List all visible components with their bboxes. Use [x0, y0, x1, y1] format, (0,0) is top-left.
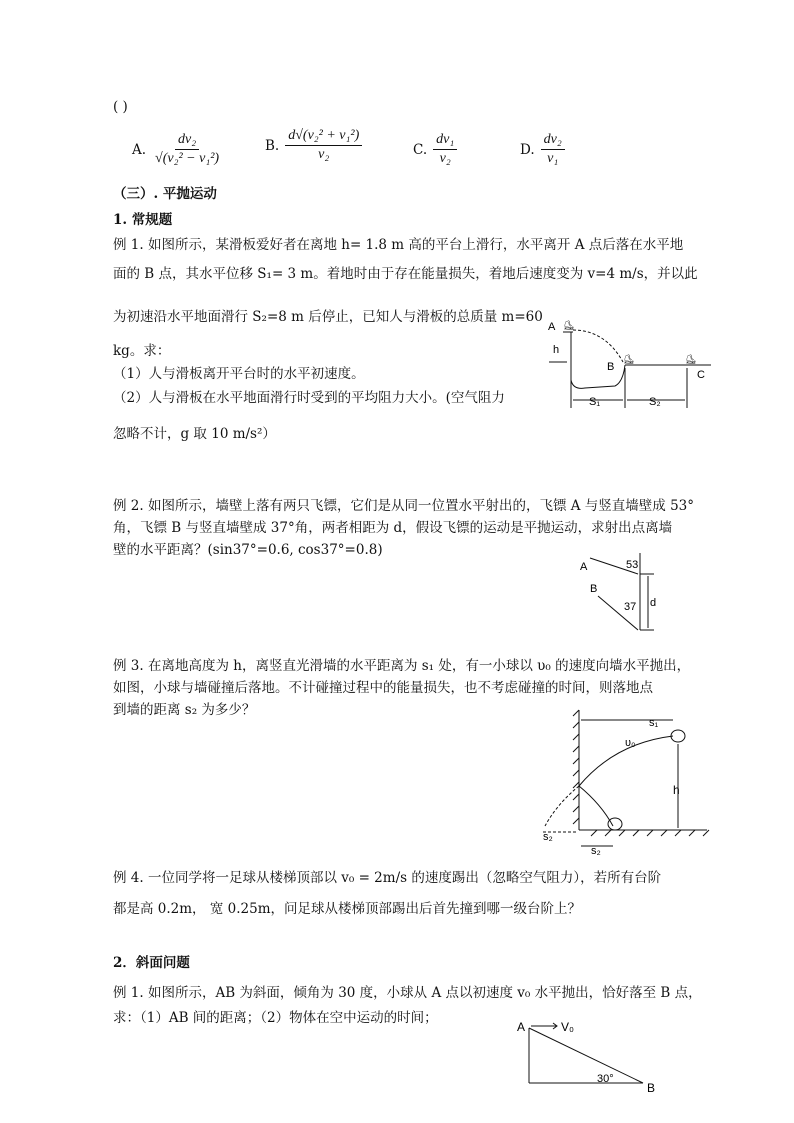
incline-fig-label-b: B — [647, 1081, 656, 1095]
incline-fig-label-a: A — [517, 1020, 526, 1034]
ex2-fig-lines — [590, 553, 657, 630]
ex3-fig-label-s2a: s₂ — [543, 831, 553, 843]
option-d-num: dv₂ — [541, 132, 565, 150]
incline-line2: 求：（1）AB 间的距离；（2）物体在空中运动的时间； — [113, 1010, 438, 1026]
ex2-line2: 角，飞镖 B 与竖直墙壁成 37°角，两者相距为 d，假设飞镖的运动是平抛运动，求射出点离墙 — [113, 520, 673, 536]
option-d-den: v₁ — [547, 151, 559, 166]
ex3-fig-label-s2b: s₂ — [591, 845, 601, 857]
incline-fig-label-angle: 30° — [597, 1073, 614, 1085]
ex2-fig-label-a: A — [580, 561, 588, 573]
option-a-num: dv₂ — [175, 132, 199, 150]
option-a-den: √(v₂² − v₁²) — [155, 151, 220, 166]
ex1-q2: （2）人与滑板在水平地面滑行时受到的平均阻力大小。(空气阻力 — [113, 390, 505, 406]
ex1-fig-label-s1: S₁ — [589, 396, 601, 408]
option-a-label: A. — [132, 141, 147, 158]
subsection-title-1: 1. 常规题 — [113, 212, 173, 228]
option-b-den: v₂ — [318, 147, 330, 162]
ground-profile — [571, 332, 625, 388]
ex1-fig-label-c: C — [697, 369, 705, 381]
subsection-title-2: 2．斜面问题 — [113, 955, 190, 971]
ex1-line1: 例 1. 如图所示，某滑板爱好者在离地 h= 1.8 m 高的平台上滑行，水平离开 A 点后落在水平地 — [113, 237, 684, 253]
ex1-fig-label-b: B — [607, 361, 615, 373]
ex3-line2: 如图，小球与墙碰撞后落地。不计碰撞过程中的能量损失，也不考虑碰撞的时间，则落地点 — [113, 680, 653, 696]
reflected-path — [579, 786, 613, 826]
ex1-line4: kg。求： — [113, 343, 171, 359]
ex3-fig-label-s1: s₁ — [649, 717, 659, 729]
ex2-fig-label-37: 37 — [624, 601, 637, 613]
ex4-line2: 都是高 0.2m， 宽 0.25m，问足球从楼梯顶部踢出后首先撞到哪一级台阶上？ — [113, 901, 582, 917]
option-d — [520, 132, 565, 167]
incline-slope — [529, 1028, 643, 1083]
option-b — [265, 128, 362, 163]
ex3-line3: 到墙的距离 s₂ 为多少？ — [113, 702, 256, 718]
option-c-fraction — [433, 132, 457, 167]
option-b-fraction — [285, 128, 362, 163]
skater-icon-b: ⛸ — [623, 354, 635, 364]
ex3-figure — [535, 708, 715, 858]
incline-line1: 例 1. 如图所示，AB 为斜面，倾角为 30 度，小球从 A 点以初速度 v₀ 水平抛出，恰好落至 B 点， — [113, 985, 702, 1001]
option-c-label: C. — [413, 141, 428, 158]
skater-icon-c: ⛸ — [685, 354, 697, 364]
option-b-num: d√(v₂² + v₁²) — [285, 128, 362, 146]
ex1-line3: 为初速沿水平地面滑行 S₂=8 m 后停止，已知人与滑板的总质量 m=60 — [113, 309, 543, 325]
ex2-fig-label-53: 53 — [626, 559, 639, 571]
ex1-q1: （1）人与滑板离开平台时的水平初速度。 — [113, 366, 365, 382]
ex1-fig-label-a: A — [548, 321, 556, 333]
ex3-fig-label-h: h — [673, 783, 680, 797]
option-d-fraction — [541, 132, 565, 167]
ex3-line1: 例 3. 在离地高度为 h，离竖直光滑墙的水平距离为 s₁ 处，有一小球以 υ₀ 的速度向墙水平抛出， — [113, 658, 691, 674]
ex3-fig-label-v0: υ₀ — [625, 737, 636, 749]
ball-start — [671, 730, 685, 742]
incline-fig-label-v0: V₀ — [561, 1020, 574, 1034]
ex1-fig-skaters — [563, 320, 696, 364]
incline-figure — [513, 1016, 663, 1096]
option-c-num: dv₁ — [433, 132, 457, 150]
trajectory — [573, 330, 623, 362]
ex2-line3: 壁的水平距离？(sin37°=0.6, cos37°=0.8) — [113, 542, 383, 558]
ex2-figure — [570, 548, 670, 634]
section-title: （三）. 平抛运动 — [113, 186, 217, 202]
ex2-line1: 例 2. 如图所示，墙壁上落有两只飞镖，它们是从同一位置水平射出的，飞镖 A 与竖直墙壁成 53° — [113, 498, 695, 514]
ex2-fig-label-d: d — [650, 597, 657, 609]
ex2-fig-label-b: B — [590, 583, 598, 595]
ex4-line1: 例 4. 一位同学将一足球从楼梯顶部以 v₀ = 2m/s 的速度踢出（忽略空气阻力），若所有台阶 — [113, 870, 662, 886]
ex1-fig-label-s2: S₂ — [649, 396, 661, 408]
option-a-fraction — [152, 132, 222, 167]
option-c-den: v₂ — [439, 151, 451, 166]
incline-fig-lines — [529, 1023, 643, 1083]
ex1-fig-lines — [549, 330, 711, 408]
mirror-path — [545, 786, 579, 826]
ex1-line2: 面的 B 点，其水平位移 S₁= 3 m。着地时由于存在能量损失，着地后速度变为 v=4 m/s，并以此 — [113, 266, 698, 282]
ex3-fig-lines — [543, 710, 707, 846]
option-c — [413, 132, 457, 167]
ex1-line5: 忽略不计，g 取 10 m/s²） — [113, 426, 276, 442]
answer-paren: ( ) — [113, 99, 128, 115]
option-d-label: D. — [520, 141, 535, 158]
ex1-figure — [545, 310, 715, 414]
ball-end — [608, 818, 622, 830]
ex3-fig-hatch — [573, 710, 709, 836]
option-b-label: B. — [265, 137, 280, 154]
ex1-fig-label-h: h — [553, 344, 560, 356]
skater-icon-a: ⛸ — [563, 320, 575, 330]
option-a — [132, 132, 222, 167]
